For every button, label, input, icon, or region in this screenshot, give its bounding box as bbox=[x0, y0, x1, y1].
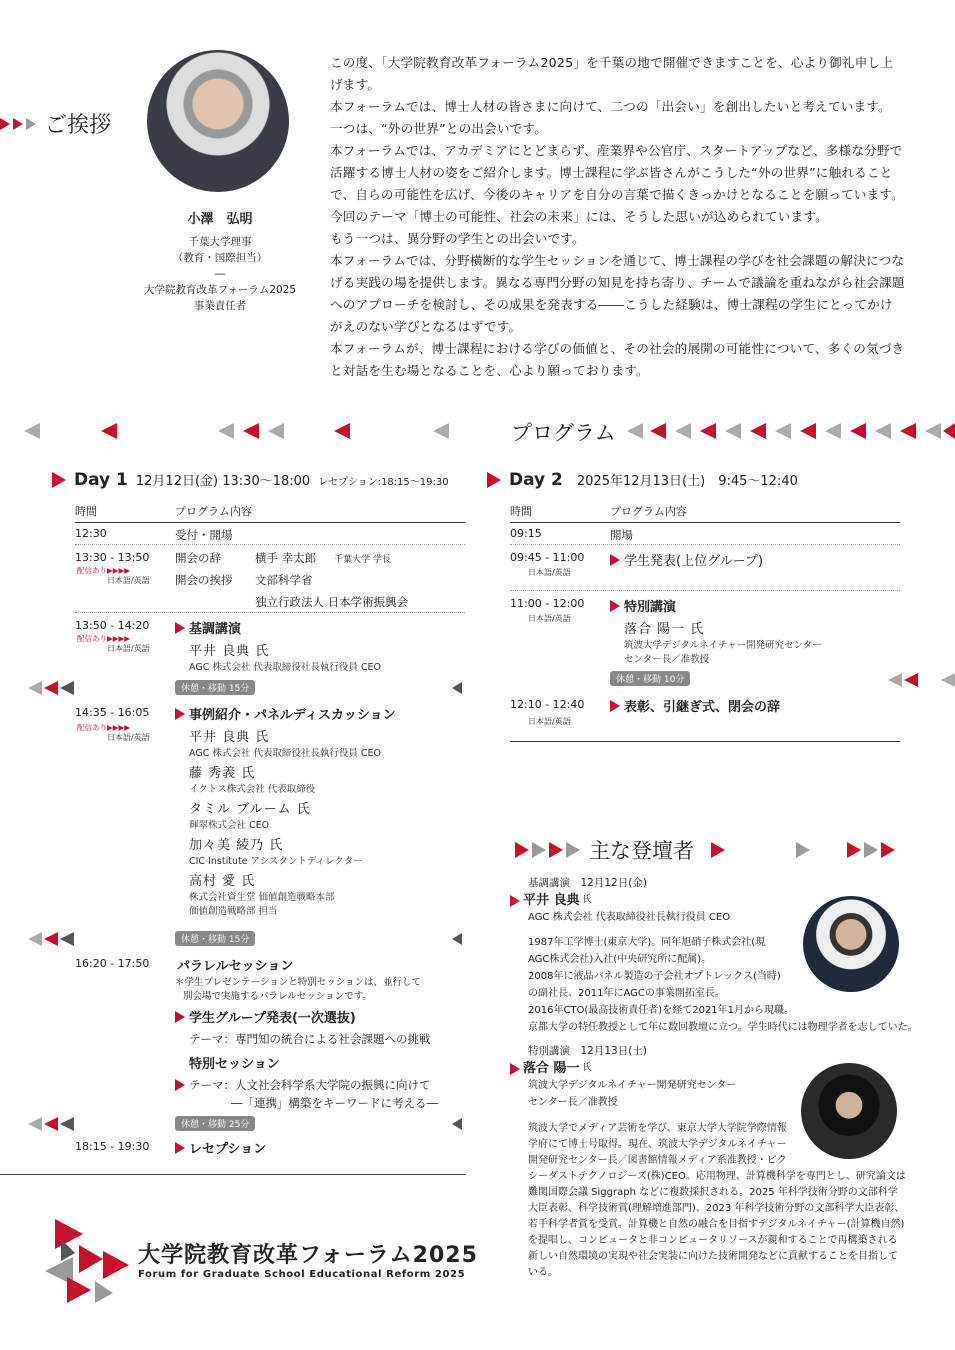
row-time: 16:20 - 17:50 bbox=[75, 957, 150, 970]
speaker-name: 平井 良典 氏 bbox=[189, 644, 270, 659]
session-theme-row bbox=[175, 1077, 465, 1093]
stream-badge: 配信あり▶▶▶▶ bbox=[77, 723, 131, 732]
panelist-affiliation: イクトス株式会社 代表取締役 bbox=[189, 784, 316, 795]
role-line: ― bbox=[214, 268, 226, 280]
triangle-icon bbox=[610, 554, 620, 566]
triangle-icon bbox=[175, 1011, 185, 1023]
triangle-icon bbox=[26, 118, 36, 130]
triangle-row-icon bbox=[28, 1116, 80, 1132]
language-label: 日本語/英語 bbox=[528, 614, 571, 623]
speaker-affiliation: 筑波大学デジタルネイチャー開発研究センター bbox=[624, 640, 822, 651]
greeting-label: 開会の挨拶 bbox=[175, 573, 233, 587]
bio-line: 難関国際会議 Siggraph などに複数採択される。2025 年科学技術分野の文部科学 bbox=[528, 1187, 898, 1198]
speaker-session: 特別講演 12月13日(土) bbox=[528, 1045, 647, 1057]
session-theme: テーマ：人文社会科学系大学院の振興に向けて bbox=[189, 1078, 431, 1092]
triangle-icon bbox=[847, 842, 861, 858]
triangle-icon bbox=[487, 472, 501, 488]
col-time: 時間 bbox=[510, 505, 532, 518]
forum-logo-subtitle: Forum for Graduate School Educational Reform 2025 bbox=[138, 1269, 466, 1280]
triangle-icon bbox=[0, 118, 10, 130]
triangle-icon bbox=[452, 1118, 462, 1130]
session-note: 別会場で実施するパラレルセッションです。 bbox=[183, 991, 372, 1002]
triangle-icon bbox=[515, 842, 529, 858]
panelist-affiliation: 価値創造戦略部 担当 bbox=[189, 906, 278, 917]
greeting-org: 独立行政法人 日本学術振興会 bbox=[255, 595, 409, 609]
role-line: 千葉大学理事 bbox=[188, 236, 252, 248]
bio-line: AGC株式会社)入社(中央研究所に配属)。 bbox=[528, 954, 712, 965]
triangle-icon bbox=[796, 842, 810, 858]
col-time: 時間 bbox=[75, 505, 97, 518]
session-title-text: 学生グループ発表(一次選抜) bbox=[189, 1011, 356, 1026]
program-title: プログラム bbox=[505, 417, 622, 447]
table-row bbox=[75, 523, 465, 545]
triangle-icon bbox=[175, 1079, 185, 1091]
greeting-paragraph: 本フォーラムでは、アカデミアにとどまらず、産業界や公官庁、スタートアップなど、多様な分野で活躍する博士人材の姿をご紹介します。博士課程に学ぶ皆さんがこうした“外の世界”に触れることで、自らの可能性を広げ、今後のキャリアを自分の言葉で描くきっかけとなることを願っています。今回のテーマ「博士の可能性、社会の未来」には、そうした思いが込められています。 bbox=[330, 143, 904, 224]
stream-badge: 配信あり▶▶▶▶ bbox=[77, 634, 131, 643]
row-content bbox=[175, 545, 465, 615]
bio-line: 1987年工学博士(東京大学)。同年旭硝子株式会社(現 bbox=[528, 937, 766, 948]
session-title-text: 基調講演 bbox=[189, 622, 242, 637]
session-title bbox=[610, 696, 780, 715]
greeting-name: 小澤 弘明 bbox=[187, 212, 253, 227]
table-row bbox=[510, 523, 900, 545]
speaker-suffix: 氏 bbox=[582, 1063, 592, 1073]
opening-affiliation: 千葉大学 学長 bbox=[334, 554, 392, 565]
triangle-icon bbox=[510, 1063, 520, 1075]
bio-line: 2008年に液晶パネル製造の子会社オプトレックス(当時) bbox=[528, 971, 781, 982]
session-title-text: 特別講演 bbox=[624, 600, 677, 615]
greeting-paragraph: 本フォーラムでは、博士人材の皆さまに向けて、二つの「出会い」を創出したいと考えています。 bbox=[330, 99, 891, 114]
speaker-name: 平井 良典 bbox=[523, 893, 580, 908]
session-title bbox=[175, 1007, 465, 1026]
day1-table-3 bbox=[75, 953, 465, 1113]
bio-line: 2016年CTO(最高技術責任者)を経て2021年1月から現職。 bbox=[528, 1005, 795, 1016]
triangle-icon bbox=[175, 1142, 185, 1154]
program-divider bbox=[0, 420, 955, 442]
stream-badge: 配信あり▶▶▶▶ bbox=[77, 566, 131, 575]
footer-rule bbox=[0, 1174, 466, 1175]
row-time: 12:30 bbox=[75, 527, 107, 540]
session-title-text: 表彰、引継ぎ式、閉会の辞 bbox=[624, 700, 781, 715]
speakers-title: 主な登壇者 bbox=[589, 839, 694, 863]
session-theme: テーマ：専門知の統合による社会課題への挑戦 bbox=[189, 1032, 431, 1046]
language-label: 日本語/英語 bbox=[107, 644, 150, 653]
portrait-ochiai bbox=[801, 1063, 897, 1159]
greeting-title: ご挨拶 bbox=[45, 113, 112, 138]
row-time: 11:00 - 12:00 bbox=[510, 597, 585, 610]
opening-label: 開会の辞 bbox=[175, 551, 221, 565]
bio-line: いる。 bbox=[528, 1267, 558, 1278]
greeting-paragraph: 一つは、“外の世界”との出会いです。 bbox=[330, 121, 548, 136]
role-line: 大学院教育改革フォーラム2025 bbox=[143, 284, 297, 296]
triangle-icon bbox=[610, 600, 620, 612]
speaker-affiliation: センター長／准教授 bbox=[528, 1097, 618, 1108]
bio-line: の副社長、2011年にAGCの事業開拓室長。 bbox=[528, 988, 725, 999]
session-title bbox=[175, 704, 465, 723]
session-title bbox=[175, 1138, 266, 1157]
greeting-paragraph: 本フォーラムでは、分野横断的な学生セッションを通じて、博士課程の学びを社会課題の解決につなげる実践の場を提供します。異なる専門分野の知見を持ち寄り、チームで議論を重ねながら社会課題へのアプローチを検討し、その成果を発表する――こうした経験は、博士課程の学生にとってかけがえのない学びとなるはずです。 bbox=[330, 253, 905, 334]
table-row bbox=[75, 613, 465, 675]
role-line: （教育・国際担当） bbox=[172, 252, 268, 264]
speaker-session: 基調講演 12月12日(金) bbox=[528, 877, 647, 889]
bio-line: 新しい自然環境の実現や社会実装に向けた技術開発などに貢献することを目指して bbox=[528, 1251, 898, 1262]
greeting-heading bbox=[0, 108, 111, 139]
break-pill: 休憩・移動 15分 bbox=[175, 680, 255, 695]
day2-header bbox=[487, 470, 798, 490]
language-label: 日本語/英語 bbox=[528, 717, 571, 726]
col-content: プログラム内容 bbox=[610, 505, 687, 518]
row-content bbox=[610, 545, 900, 574]
row-time: 18:15 - 19:30 bbox=[75, 1140, 150, 1153]
greeting-role bbox=[120, 234, 320, 314]
bio-line: シーダストテクノロジーズ(株)CEO。応用物理、計算機科学を専門とし、研究論文は bbox=[528, 1171, 906, 1182]
row-content bbox=[175, 953, 465, 1116]
speaker-affiliation: 筑波大学デジタルネイチャー開発研究センター bbox=[528, 1080, 737, 1091]
triangle-row-icon bbox=[888, 672, 955, 688]
col-content: プログラム内容 bbox=[175, 505, 252, 518]
session-title bbox=[610, 550, 900, 569]
greeting-body bbox=[330, 52, 905, 382]
speaker-name: 落合 陽一 氏 bbox=[624, 622, 705, 637]
triangle-icon bbox=[175, 708, 185, 720]
greeting-org: 文部科学省 bbox=[255, 573, 313, 587]
day2-date: 2025年12月13日(土) 9:45～12:40 bbox=[576, 474, 798, 489]
speaker-affiliation: AGC 株式会社 代表取締役社長執行役員 CEO bbox=[528, 912, 731, 923]
triangle-row-icon bbox=[28, 680, 80, 696]
greeting-paragraph: 本フォーラムが、博士課程における学びの価値と、その社会的展開の可能性について、多くの気づきと対話を生む場となることを、心より願っております。 bbox=[330, 341, 905, 378]
triangle-icon bbox=[532, 842, 546, 858]
break-divider bbox=[0, 678, 470, 698]
speakers-heading bbox=[515, 835, 895, 865]
day2-label: Day 2 bbox=[509, 470, 563, 490]
forum-logo-title: 大学院教育改革フォーラム2025 bbox=[138, 1243, 478, 1268]
session-title-text: 特別セッション bbox=[189, 1057, 280, 1072]
session-note: ＊学生プレゼンテーションと特別セッションは、並行して bbox=[175, 977, 422, 988]
triangle-row-icon bbox=[28, 931, 80, 947]
bio-line: 筑波大学でメディア芸術を学び、東京大学大学院学際情報 bbox=[528, 1123, 787, 1134]
triangle-icon bbox=[610, 700, 620, 712]
row-content bbox=[610, 591, 900, 670]
panelist-name: 加々美 綾乃 氏 bbox=[189, 838, 284, 853]
table-row bbox=[510, 694, 900, 742]
day1-label: Day 1 bbox=[74, 470, 128, 490]
forum-logo-icon bbox=[45, 1215, 135, 1305]
triangle-icon bbox=[452, 933, 462, 945]
table-row bbox=[75, 545, 465, 613]
panelist-affiliation: 輝翠株式会社 CEO bbox=[189, 820, 270, 831]
panelist-name: 平井 良典 氏 bbox=[189, 730, 270, 745]
table-row bbox=[510, 545, 900, 591]
day1-column-header bbox=[75, 503, 465, 523]
row-time: 09:45 - 11:00 bbox=[510, 551, 585, 564]
break-pill: 休憩・移動 15分 bbox=[175, 931, 255, 946]
panelist-affiliation: CIC Institute アシスタントディレクター bbox=[189, 856, 363, 867]
table-row bbox=[75, 702, 465, 928]
triangle-icon bbox=[175, 622, 185, 634]
bio-line: 開発研究センター長／図書館情報メディア系准教授・ピク bbox=[528, 1155, 787, 1166]
break-divider bbox=[0, 929, 470, 949]
bio-line: 京都大学の特任教授として年に数回教壇に立つ。学生時代には物理学者を志していた。 bbox=[528, 1022, 918, 1033]
speaker-affiliation: センター長／准教授 bbox=[624, 654, 710, 665]
table-row bbox=[510, 591, 900, 663]
row-time: 12:10 - 12:40 bbox=[510, 698, 585, 711]
bio-line: を提唱し、コンピュータと非コンピュータリソースが親和することで再構築される bbox=[528, 1235, 898, 1246]
bio-line: 大臣表彰、科学技術賞(理解増進部門)、2023 年科学技術分野の文部科学大臣表彰、 bbox=[528, 1203, 905, 1214]
row-content: 開場 bbox=[610, 528, 633, 542]
day1-table-2 bbox=[75, 702, 465, 928]
session-title-text: レセプション bbox=[189, 1142, 267, 1157]
row-content bbox=[175, 613, 465, 678]
row-time: 13:30 - 13:50 bbox=[75, 551, 150, 564]
greeting-paragraph: この度、「大学院教育改革フォーラム2025」を千葉の地で開催できますことを、心より御礼申し上げます。 bbox=[330, 55, 894, 92]
day2-column-header bbox=[510, 503, 900, 523]
speaker-affiliation: AGC 株式会社 代表取締役社長執行役員 CEO bbox=[189, 662, 381, 673]
panelist-name: 高村 愛 氏 bbox=[189, 874, 256, 889]
session-title bbox=[610, 596, 900, 615]
speaker-suffix: 氏 bbox=[582, 895, 592, 905]
day1-date: 12月12日(金) 13:30～18:00 bbox=[135, 474, 311, 489]
triangle-row-icon bbox=[0, 420, 955, 442]
break-divider bbox=[510, 670, 955, 690]
panelist-name: タミル ブルーム 氏 bbox=[189, 802, 311, 817]
language-label: 日本語/英語 bbox=[107, 576, 150, 585]
session-title-text: 事例紹介・パネルディスカッション bbox=[189, 708, 396, 723]
row-content: 受付・開場 bbox=[175, 528, 233, 542]
session-title-text: パラレルセッション bbox=[177, 959, 294, 974]
opening-speaker: 横手 幸太郎 bbox=[255, 551, 317, 565]
break-pill: 休憩・移動 25分 bbox=[175, 1116, 255, 1131]
session-title bbox=[175, 618, 465, 637]
break-divider bbox=[0, 1114, 470, 1134]
row-time: 09:15 bbox=[510, 527, 542, 540]
greeting-paragraph: もう一つは、異分野の学生との出会いです。 bbox=[330, 231, 585, 246]
bio-line: 若手科学者賞を受賞。計算機と自然の融合を目指すデジタルネイチャー(計算機自然) bbox=[528, 1219, 905, 1230]
triangle-icon bbox=[510, 895, 520, 907]
triangle-icon bbox=[566, 842, 580, 858]
portrait-hirai bbox=[803, 896, 899, 992]
language-label: 日本語/英語 bbox=[107, 733, 150, 742]
panelist-name: 藤 秀義 氏 bbox=[189, 766, 256, 781]
row-time: 13:50 - 14:20 bbox=[75, 619, 150, 632]
role-line: 事業責任者 bbox=[193, 300, 247, 312]
triangle-icon bbox=[452, 682, 462, 694]
day1-table bbox=[75, 503, 465, 675]
session-theme: ―「連携」構築をキーワードに考える― bbox=[231, 1096, 438, 1110]
panelist-affiliation: 株式会社資生堂 価値創造戦略本部 bbox=[189, 892, 335, 903]
portrait-ozawa bbox=[147, 50, 289, 192]
bio-line: 学府にて博士号取得。現在、筑波大学デジタルネイチャー bbox=[528, 1139, 787, 1150]
language-label: 日本語/英語 bbox=[528, 568, 571, 577]
triangle-icon bbox=[864, 842, 878, 858]
triangle-icon bbox=[13, 118, 23, 130]
day1-reception: レセプション:18:15～19:30 bbox=[318, 477, 449, 488]
row-content bbox=[175, 702, 465, 922]
speaker-name: 落合 陽一 bbox=[523, 1061, 580, 1076]
session-title-text: 学生発表(上位グループ) bbox=[624, 554, 764, 569]
day2-table bbox=[510, 503, 900, 663]
triangle-icon bbox=[881, 842, 895, 858]
break-pill: 休憩・移動 10分 bbox=[610, 671, 690, 686]
triangle-icon bbox=[52, 472, 66, 488]
row-time: 14:35 - 16:05 bbox=[75, 706, 150, 719]
table-row bbox=[75, 953, 465, 1113]
table-row bbox=[75, 1136, 465, 1158]
triangle-icon bbox=[711, 842, 725, 858]
panelist-affiliation: AGC 株式会社 代表取締役社長執行役員 CEO bbox=[189, 748, 381, 759]
day1-header bbox=[52, 470, 449, 490]
triangle-icon bbox=[549, 842, 563, 858]
